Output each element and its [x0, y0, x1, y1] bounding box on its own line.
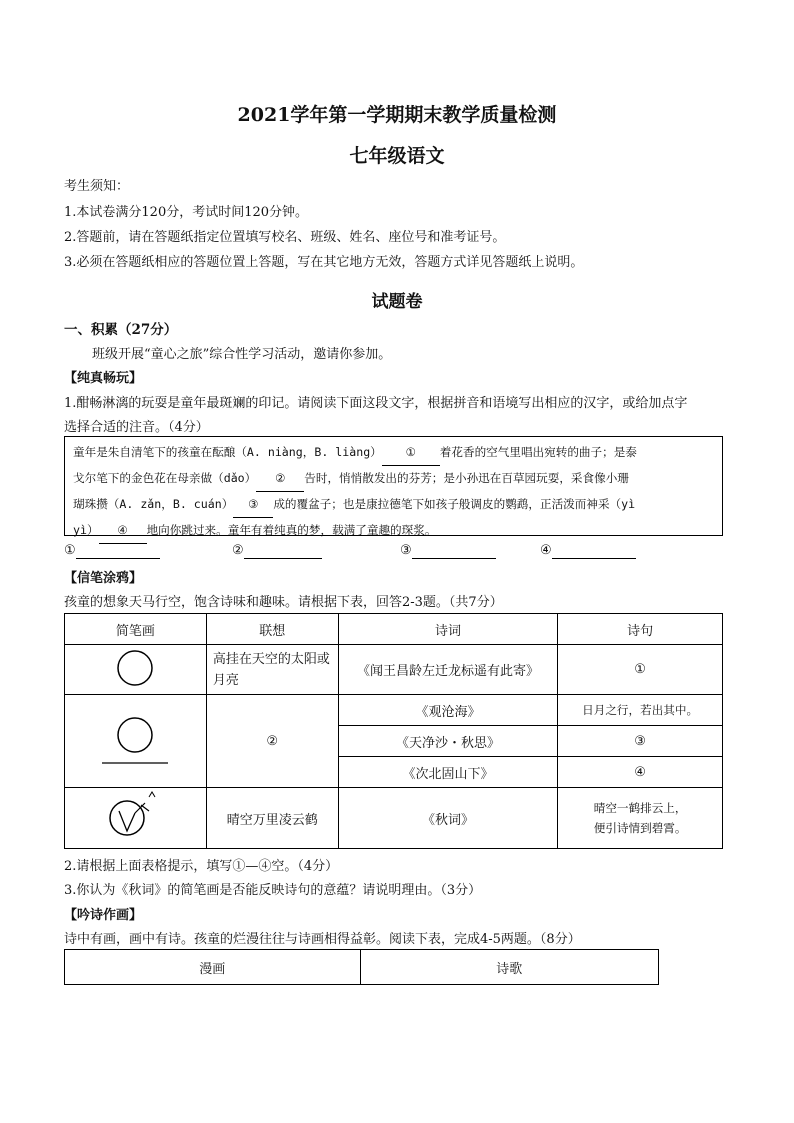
- exam-subtitle: 七年级语文: [349, 145, 445, 167]
- poem-cell: 《秋词》: [338, 788, 558, 849]
- passage-box: [64, 436, 723, 536]
- notice-item: 1.本试卷满分120分，考试时间120分钟。: [64, 205, 309, 220]
- answer-line-1: ①: [64, 543, 160, 559]
- passage-line: 童年是朱自清笔下的孩童在酝酿（A. niàng，B. liàng） ① 着花香的空气里唱出宛转的曲子；是泰: [73, 440, 714, 466]
- question-3: 3.你认为《秋词》的简笔画是否能反映诗句的意蕴？请说明理由。（3分）: [64, 883, 482, 898]
- answer-line-2: ②: [232, 543, 322, 559]
- table-header-row: [65, 950, 659, 985]
- part1-heading: 一、积累（27分）: [64, 322, 178, 338]
- line-cell: ①: [558, 645, 723, 695]
- question-1-line1: 1.酣畅淋漓的玩耍是童年最斑斓的印记。请阅读下面这段文字，根据拼音和语境写出相应的汉字，或给加点字: [64, 396, 688, 411]
- association-cell: ②: [206, 695, 338, 788]
- blank-1: ①: [382, 440, 440, 466]
- poem-cell: 《次北固山下》: [338, 757, 558, 788]
- line-cell: ③: [558, 726, 723, 757]
- sketch-circle: [65, 645, 207, 695]
- doodle-table: [64, 613, 723, 849]
- crane-sketch-icon: [105, 791, 165, 841]
- sketch-sun-horizon: [65, 695, 207, 788]
- question-2: 2.请根据上面表格提示，填写①—④空。（4分）: [64, 859, 339, 874]
- association-cell: 高挂在天空的太阳或月亮: [206, 645, 338, 695]
- header-poetry: 诗歌: [360, 950, 659, 985]
- sketch-crane: [65, 788, 207, 849]
- blank-2: ②: [256, 466, 304, 492]
- header-cartoon: 漫画: [65, 950, 361, 985]
- table-row: [65, 645, 723, 695]
- header-association: 联想: [206, 614, 338, 645]
- part1-intro: 班级开展“童心之旅”综合性学习活动，邀请你参加。: [92, 347, 392, 362]
- notice-heading: 考生须知：: [64, 179, 130, 194]
- poem-cell: 《闻王昌龄左迁龙标遥有此寄》: [338, 645, 558, 695]
- answer-line-3: ③: [400, 543, 496, 559]
- header-poem: 诗词: [338, 614, 558, 645]
- notice-item: 2.答题前，请在答题纸指定位置填写校名、班级、姓名、座位号和准考证号。: [64, 230, 506, 245]
- poem-picture-table: [64, 949, 659, 985]
- circle-sketch-icon: [115, 649, 155, 687]
- header-sketch: 简笔画: [65, 614, 207, 645]
- passage-line: 戈尔笔下的金色花在母亲做（dǎo） ② 告时，悄悄散发出的芬芳；是小孙迅在百草园玩耍，采食像小珊: [73, 466, 714, 492]
- answer-line-4: ④: [540, 543, 636, 559]
- exam-title: 2021学年第一学期期末教学质量检测: [237, 104, 557, 126]
- passage-line: yì） ④ 地向你跳过来。童年有着纯真的梦，载满了童趣的琛浆。: [73, 518, 714, 544]
- table-row: [65, 695, 723, 726]
- poem-cell: 《观沧海》: [338, 695, 558, 726]
- blank-3: ③: [233, 492, 273, 518]
- section-heading-3: 【吟诗作画】: [64, 908, 143, 923]
- line-cell: ④: [558, 757, 723, 788]
- line-cell: 日月之行，若出其中。: [558, 695, 723, 726]
- passage-line: 瑚珠攒（A. zǎn，B. cuán） ③ 成的覆盆子；也是康拉德笔下如孩子般调皮的鹦鹉，正活泼而神采（yì: [73, 492, 714, 518]
- section-2-intro: 孩童的想象天马行空，饱含诗味和趣味。请根据下表，回答2-3题。（共7分）: [64, 595, 503, 610]
- section-heading-2: 【信笔涂鸦】: [64, 571, 143, 586]
- association-cell: 晴空万里凌云鹤: [206, 788, 338, 849]
- section-3-intro: 诗中有画，画中有诗。孩童的烂漫往往与诗画相得益彰。阅读下表，完成4-5两题。（8分）: [64, 932, 581, 947]
- poem-cell: 《天净沙・秋思》: [338, 726, 558, 757]
- header-line: 诗句: [558, 614, 723, 645]
- table-header-row: [65, 614, 723, 645]
- paper-title: 试题卷: [371, 292, 423, 312]
- notice-item: 3.必须在答题纸相应的答题位置上答题，写在其它地方无效，答题方式详见答题纸上说明。: [64, 255, 584, 270]
- question-1-line2: 选择合适的注音。（4分）: [64, 420, 209, 435]
- table-row: [65, 788, 723, 849]
- section-heading-1: 【纯真畅玩】: [64, 371, 143, 386]
- blank-4: ④: [99, 518, 147, 544]
- sun-over-horizon-icon: [100, 713, 170, 765]
- line-cell: 晴空一鹤排云上， 便引诗情到碧霄。: [558, 788, 723, 849]
